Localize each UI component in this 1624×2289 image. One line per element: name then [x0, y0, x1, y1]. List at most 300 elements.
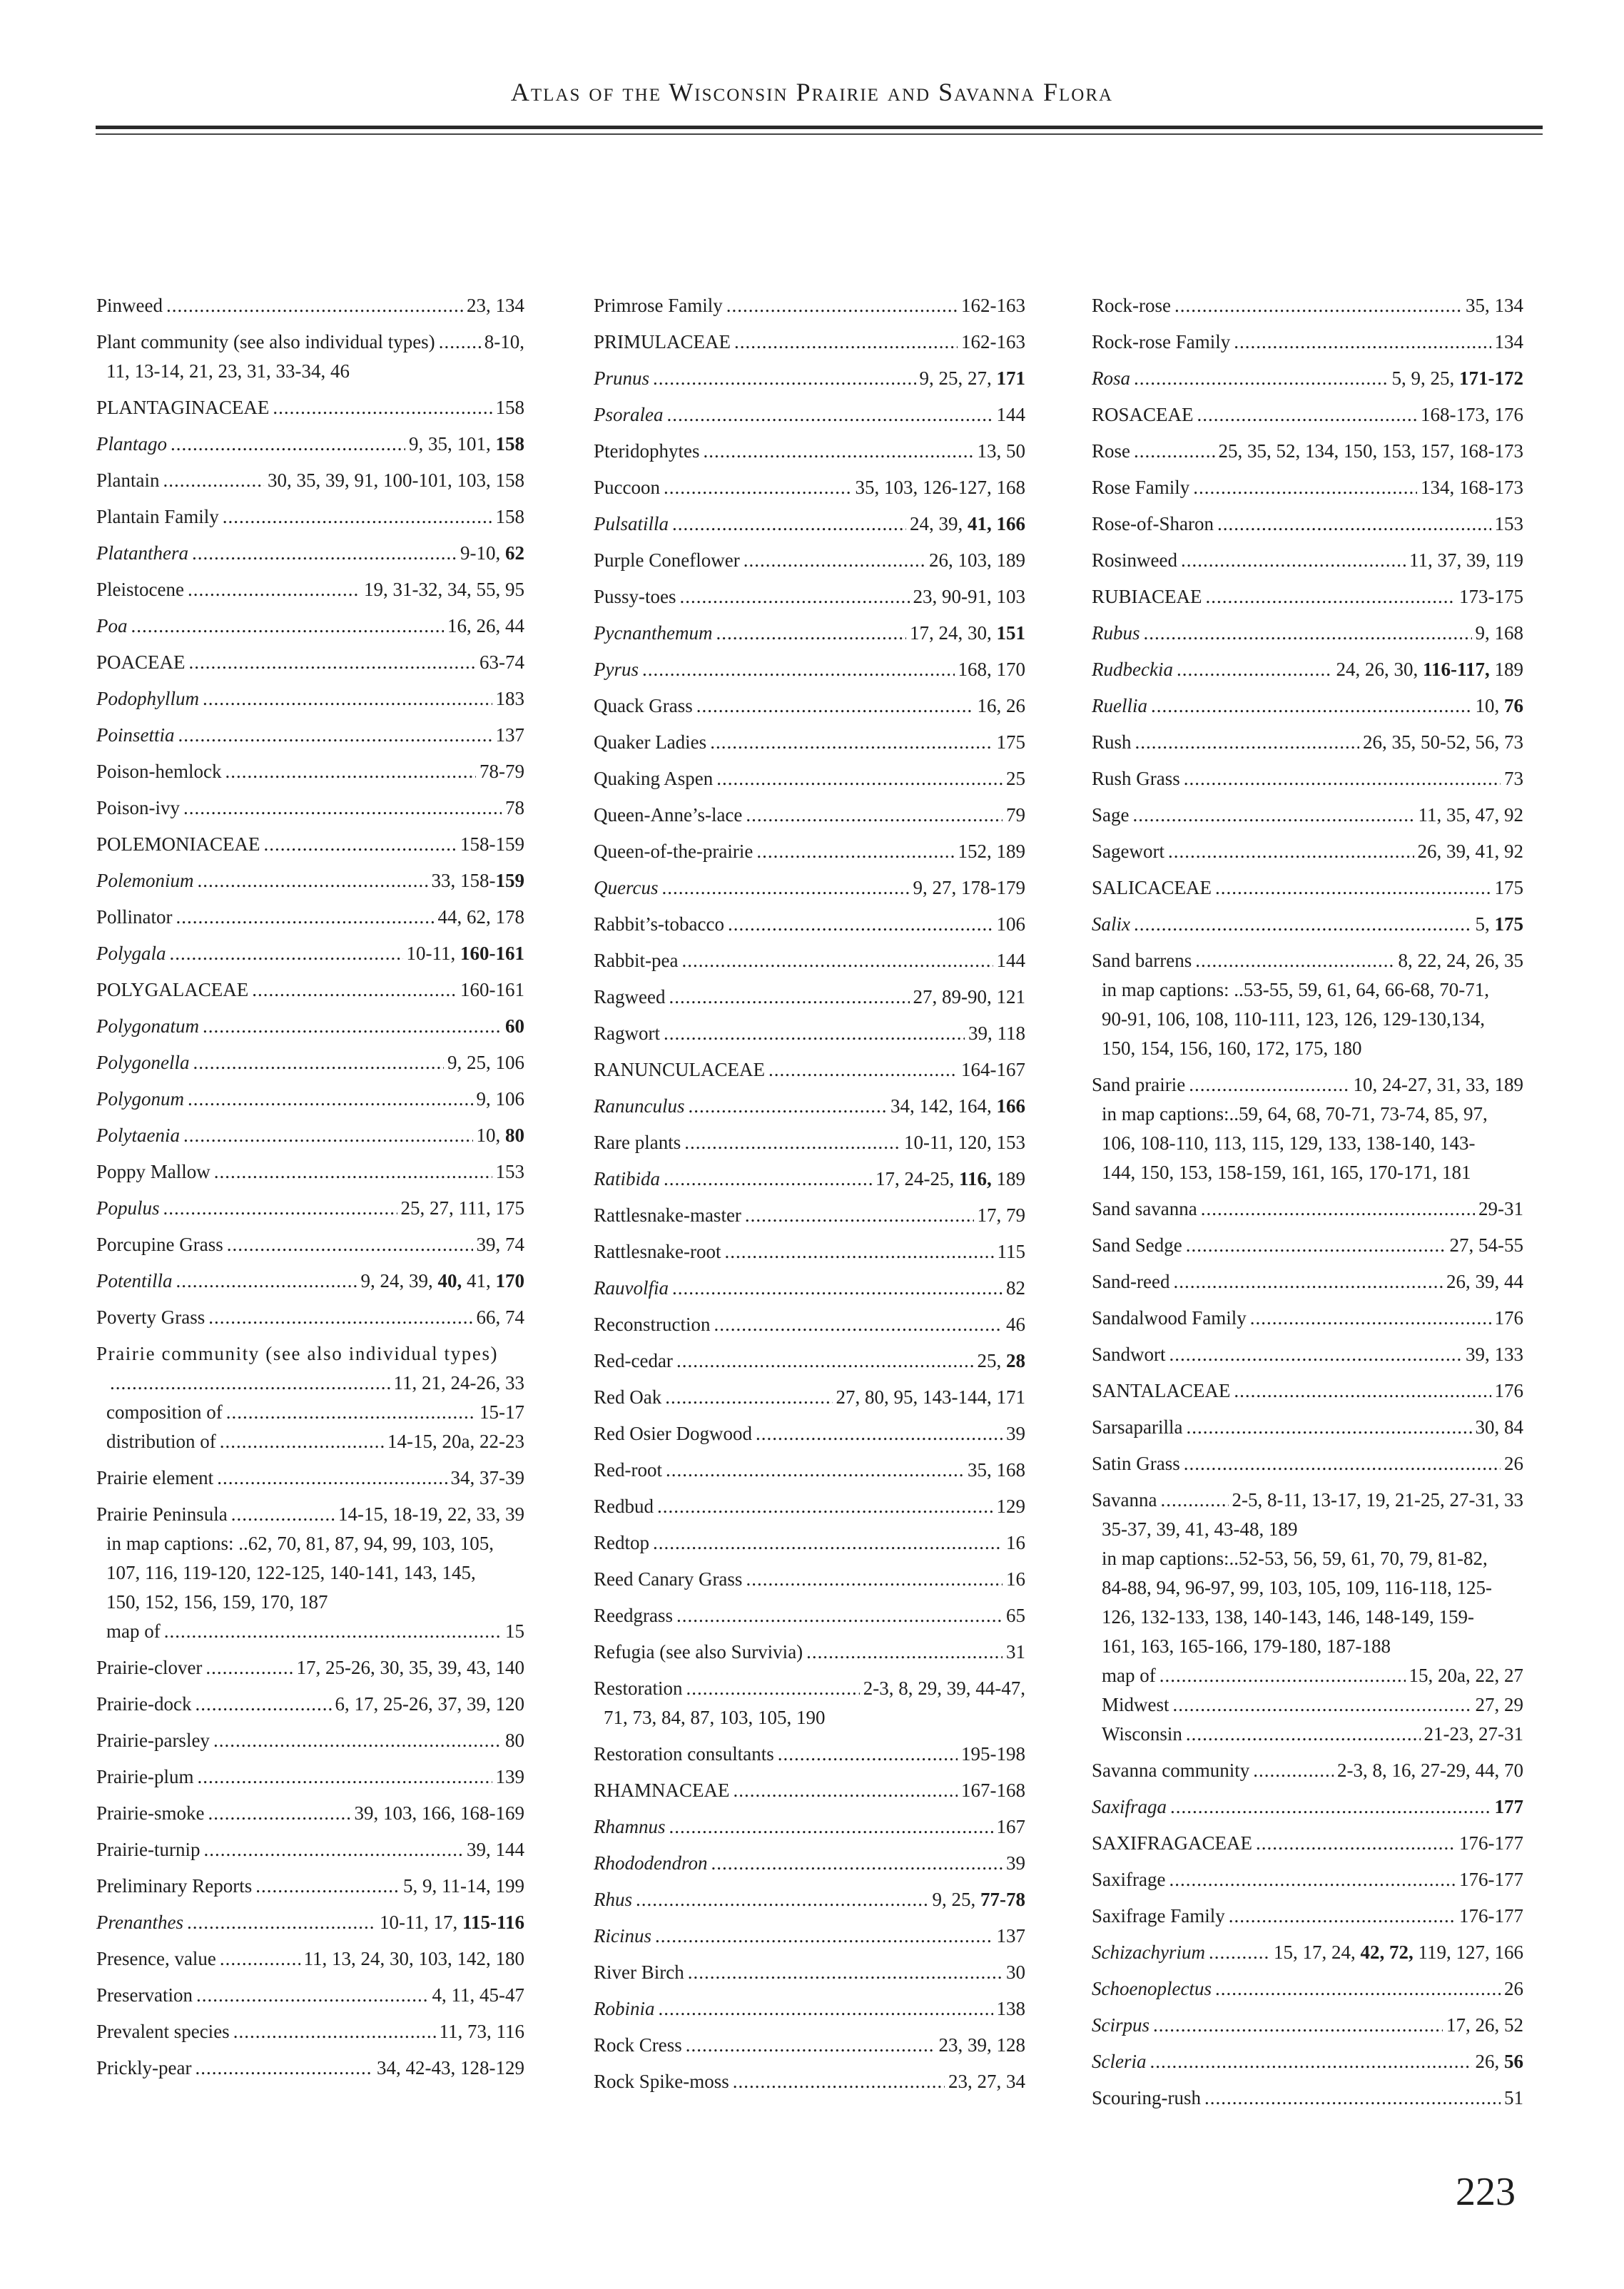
- dot-leader: [696, 691, 974, 721]
- dot-leader: [110, 1369, 390, 1398]
- dot-leader: [193, 1048, 444, 1077]
- index-entry: [96, 866, 524, 895]
- dot-leader: [1256, 1829, 1456, 1858]
- index-entry-term: composition of: [106, 1401, 223, 1423]
- dot-leader: [166, 291, 463, 320]
- index-entry: [96, 430, 524, 459]
- index-entry-term: Queen-of-the-prairie: [594, 841, 753, 862]
- index-entry: [594, 582, 1025, 611]
- index-entry: [594, 1274, 1025, 1303]
- index-entry-term: Sand prairie: [1092, 1074, 1186, 1095]
- index-entry-term: Rock-rose Family: [1092, 331, 1231, 352]
- index-entry-pages: [978, 1201, 1026, 1230]
- index-entry-pages: [479, 648, 524, 677]
- index-entry-row: [1092, 837, 1523, 866]
- index-entry-row: [594, 1565, 1025, 1594]
- index-entry-row: [1092, 728, 1523, 757]
- pages-text: 11, 13, 24, 30, 103, 142, 180: [303, 1948, 524, 1969]
- index-entry-pages: [961, 291, 1025, 320]
- pages-text: 176: [1494, 1380, 1523, 1401]
- index-entry-row: [594, 946, 1025, 975]
- pages-text: 134: [1494, 331, 1523, 352]
- dot-leader: [1193, 473, 1417, 502]
- index-subentry: [96, 1617, 524, 1646]
- index-entry-row: [1092, 1231, 1523, 1260]
- index-entry-row: [1092, 1865, 1523, 1894]
- index-entry-row: [1092, 1792, 1523, 1822]
- index-entry: [1092, 364, 1523, 393]
- index-entry-pages: [477, 1230, 525, 1259]
- pages-text: 17, 24, 30,: [910, 622, 997, 644]
- index-entry: [594, 728, 1025, 757]
- pages-text: 25: [1006, 768, 1025, 789]
- index-entry-term: Polytaenia: [96, 1125, 180, 1146]
- dot-leader: [666, 1456, 964, 1485]
- index-entry-row: [1092, 1267, 1523, 1296]
- index-entry-row: [594, 328, 1025, 357]
- index-entry-pages: [1495, 509, 1524, 539]
- index-entry-term: Sarsaparilla: [1092, 1416, 1183, 1438]
- index-entry-pages: [997, 1994, 1026, 2024]
- dot-leader: [195, 1690, 331, 1719]
- index-entry-term: Primrose Family: [594, 295, 723, 316]
- index-entry-pages: [1274, 1938, 1523, 1967]
- dot-leader: [744, 546, 925, 575]
- pages-text: 139: [495, 1766, 524, 1787]
- index-entry: [96, 575, 524, 604]
- index-entry-term: Plantain: [96, 470, 160, 491]
- dot-leader: [1215, 873, 1491, 903]
- pages-text: 129: [996, 1496, 1025, 1517]
- index-entry-term: Prairie-parsley: [96, 1730, 210, 1751]
- index-entry-pages: [460, 539, 524, 568]
- index-entry-term: Rosinweed: [1092, 549, 1177, 571]
- index-entry: [1092, 619, 1523, 648]
- index-entry-term: Ranunculus: [594, 1095, 685, 1117]
- index-entry-pages: [1476, 2047, 1524, 2076]
- index-column-3: [1092, 291, 1523, 2120]
- index-entry: [96, 1230, 524, 1259]
- index-entry-pages: [1459, 1902, 1523, 1931]
- index-entry-row: [594, 1310, 1025, 1339]
- index-entry-row: [96, 1500, 524, 1529]
- index-entry-term: Rose Family: [1092, 477, 1190, 498]
- header-rule-thick: [96, 126, 1543, 129]
- pages-text: 164-167: [961, 1059, 1025, 1080]
- index-entry: [1092, 1070, 1523, 1187]
- index-entry-pages: [460, 975, 524, 1005]
- index-entry-pages: [997, 1922, 1026, 1951]
- index-entry-pages: [1446, 1267, 1523, 1296]
- index-entry: [1092, 1902, 1523, 1931]
- dot-leader: [203, 1835, 463, 1864]
- pages-text: 144: [996, 404, 1025, 425]
- index-entry-row: [1092, 1376, 1523, 1406]
- pages-bold: 76: [1504, 695, 1523, 716]
- pages-bold: 115-116: [462, 1912, 524, 1933]
- index-entry-pages: [394, 1369, 525, 1398]
- dot-leader: [756, 1419, 1003, 1448]
- index-entry-pages: [505, 1617, 524, 1646]
- pages-text: 176-177: [1459, 1869, 1523, 1890]
- pages-text: 6, 17, 25-26, 37, 39, 120: [335, 1693, 524, 1715]
- index-entry-term: Ragwort: [594, 1022, 660, 1044]
- index-entry-row: [96, 1726, 524, 1755]
- dot-leader: [192, 539, 457, 568]
- pages-bold: 42, 72,: [1360, 1942, 1414, 1963]
- index-entry-row: [1092, 946, 1523, 975]
- index-entry: [594, 2031, 1025, 2060]
- index-entry-row: [594, 1456, 1025, 1485]
- dot-leader: [676, 1346, 974, 1376]
- index-entry-row: [96, 393, 524, 422]
- index-entry-row: [96, 1799, 524, 1828]
- index-entry: [1092, 1267, 1523, 1296]
- dot-leader: [203, 1012, 502, 1041]
- dot-leader: [1217, 509, 1491, 539]
- index-entry-term: Salix: [1092, 913, 1130, 935]
- dot-leader: [1177, 655, 1333, 684]
- index-entry-term: Rattlesnake-root: [594, 1241, 721, 1262]
- pages-text: 35, 103, 126-127, 168: [855, 477, 1025, 498]
- index-entry: [594, 437, 1025, 466]
- index-entry-row: [1092, 1486, 1523, 1515]
- index-entry-term: Robinia: [594, 1998, 655, 2019]
- index-entry: [96, 1944, 524, 1974]
- dot-leader: [1234, 1376, 1491, 1406]
- pages-text: 158: [495, 397, 524, 418]
- index-entry-row: [96, 575, 524, 604]
- index-entry: [96, 1463, 524, 1493]
- index-entry: [96, 1012, 524, 1041]
- dot-leader: [664, 1164, 872, 1194]
- pages-bold: 177: [1494, 1796, 1523, 1817]
- index-entry-term: Pycnanthemum: [594, 622, 713, 644]
- index-entry-pages: [304, 1944, 525, 1974]
- index-entry-term: Sand Sedge: [1092, 1234, 1182, 1256]
- dot-leader: [197, 1762, 492, 1792]
- index-entry-row: [1092, 1340, 1523, 1369]
- index-entry-row: [594, 1128, 1025, 1157]
- index-entry-term: Rare plants: [594, 1132, 681, 1153]
- index-entry-pages: [904, 1128, 1025, 1157]
- index-entry-row: [594, 1922, 1025, 1951]
- index-entry-term: Poverty Grass: [96, 1306, 205, 1328]
- index-entry: [1092, 509, 1523, 539]
- dot-leader: [1234, 328, 1491, 357]
- index-entry-pages: [1424, 1720, 1523, 1749]
- index-entry-pages: [438, 903, 525, 932]
- index-entry-term: Pteridophytes: [594, 440, 700, 462]
- index-entry-term: distribution of: [106, 1431, 216, 1452]
- dot-leader: [1132, 801, 1414, 830]
- index-entry-row: [594, 364, 1025, 393]
- pages-text: 30, 84: [1475, 1416, 1523, 1438]
- index-entry: [594, 801, 1025, 830]
- dot-leader: [1169, 1865, 1456, 1894]
- index-entry-term: Reedgrass: [594, 1605, 673, 1626]
- index-entry-row: [594, 509, 1025, 539]
- index-entry-row: [1092, 1902, 1523, 1931]
- index-entry-term: map of: [1102, 1665, 1156, 1686]
- pages-text: 11, 37, 39, 119: [1409, 549, 1523, 571]
- index-entry: [1092, 2047, 1523, 2076]
- dot-leader: [208, 1799, 350, 1828]
- index-entry-term: Prenanthes: [96, 1912, 183, 1933]
- index-entry-pages: [1006, 1274, 1025, 1303]
- dot-leader: [724, 1237, 993, 1267]
- index-entry-term: Poppy Mallow: [96, 1161, 210, 1182]
- pages-text: 167: [996, 1816, 1025, 1837]
- index-entry-row: [96, 1944, 524, 1974]
- index-entry-pages: [1421, 473, 1523, 502]
- index-entry-term: Prunus: [594, 367, 650, 389]
- index-entry: [96, 793, 524, 823]
- dot-leader: [1250, 1304, 1491, 1333]
- dot-leader: [746, 1565, 1003, 1594]
- index-entry-continuation: 144, 150, 153, 158-159, 161, 165, 170-171, 181: [1102, 1162, 1471, 1183]
- dot-leader: [716, 764, 1003, 793]
- dot-leader: [669, 983, 909, 1012]
- index-entry-term: Platanthera: [96, 542, 188, 564]
- index-entry-term: Polygonella: [96, 1052, 190, 1073]
- index-entry-pages: [863, 1674, 1025, 1703]
- dot-leader: [676, 1601, 1003, 1630]
- index-entry: [96, 1194, 524, 1223]
- index-entry-pages: [933, 1885, 1026, 1914]
- index-entry-term: Poison-hemlock: [96, 761, 222, 782]
- index-subentry: [96, 1427, 524, 1456]
- pages-text: 19, 31-32, 34, 55, 95: [364, 579, 524, 600]
- index-entry-row: [96, 1303, 524, 1332]
- index-entry: [96, 1085, 524, 1114]
- index-entry-row: [96, 1981, 524, 2010]
- index-entry-pages: [505, 793, 524, 823]
- index-entry-pages: [297, 1653, 525, 1683]
- index-entry-row: [96, 975, 524, 1005]
- dot-leader: [163, 466, 265, 495]
- pages-bold: 116-117,: [1422, 659, 1490, 680]
- index-entry: [594, 473, 1025, 502]
- dot-leader: [171, 430, 405, 459]
- dot-leader: [1150, 2047, 1471, 2076]
- index-entry-term: ROSACEAE: [1092, 404, 1194, 425]
- index-entry-term: Psoralea: [594, 404, 664, 425]
- pages-text: 35, 168: [968, 1459, 1025, 1481]
- index-entry-term: POLEMONIACEAE: [96, 833, 260, 855]
- index-entry-row: [594, 1601, 1025, 1630]
- index-entry-row: [96, 1267, 524, 1296]
- index-entry-pages: [913, 983, 1026, 1012]
- pages-text: 10, 24-27, 31, 33, 189: [1353, 1074, 1523, 1095]
- index-entry-pages: [1504, 2084, 1523, 2113]
- index-entry-pages: [1495, 1304, 1524, 1333]
- index-entry-row: [594, 473, 1025, 502]
- index-entry-continuation: 161, 163, 165-166, 179-180, 187-188: [1102, 1635, 1391, 1657]
- pages-text: 78-79: [479, 761, 524, 782]
- pages-text: 160-161: [460, 979, 524, 1000]
- pages-text: 39, 103, 166, 168-169: [354, 1802, 524, 1824]
- index-entry: [1092, 546, 1523, 575]
- index-entry-row: [594, 873, 1025, 903]
- index-entry: [96, 1339, 524, 1456]
- index-entry-term: Savanna community: [1092, 1760, 1250, 1781]
- index-entry-row: [96, 1463, 524, 1493]
- index-entry-pages: [403, 1872, 524, 1901]
- index-entry: [594, 691, 1025, 721]
- index-entry-pages: [1006, 801, 1025, 830]
- dot-leader: [203, 684, 492, 714]
- dot-leader: [178, 721, 492, 750]
- index-entry: [96, 1981, 524, 2010]
- index-entry-pages: [1476, 910, 1524, 939]
- index-entry-term: Prairie-turnip: [96, 1839, 201, 1860]
- index-entry-term: Pollinator: [96, 906, 173, 928]
- pages-text: 39, 118: [968, 1022, 1025, 1044]
- dot-leader: [188, 575, 360, 604]
- dot-leader: [1189, 1070, 1349, 1100]
- index-entry-row: [1092, 873, 1523, 903]
- pages-text: 23, 27, 34: [948, 2071, 1025, 2092]
- index-entry-continuation: 11, 13-14, 21, 23, 31, 33-34, 46: [106, 360, 350, 382]
- index-entry: [96, 648, 524, 677]
- index-entry-pages: [1006, 1958, 1025, 1987]
- dot-leader: [188, 1085, 473, 1114]
- index-entry-term: Rabbit-pea: [594, 950, 679, 971]
- index-entry-term: Rhamnus: [594, 1816, 666, 1837]
- index-entry-continuation: 35-37, 39, 41, 43-48, 189: [1102, 1518, 1298, 1540]
- index-entry: [1092, 1304, 1523, 1333]
- pages-text: 65: [1006, 1605, 1025, 1626]
- index-entry-term: Rabbit’s-tobacco: [594, 913, 724, 935]
- index-entry-term: RHAMNACEAE: [594, 1780, 730, 1801]
- index-entry-pages: [997, 1812, 1026, 1842]
- pages-text: 176-177: [1459, 1905, 1523, 1927]
- index-entry: [96, 1500, 524, 1646]
- index-entry-row: [594, 582, 1025, 611]
- index-entry-pages: [978, 691, 1026, 721]
- dot-leader: [220, 1427, 384, 1456]
- index-entry-term: Pyrus: [594, 659, 639, 680]
- dot-leader: [1229, 1902, 1456, 1931]
- index-entry-pages: [1421, 400, 1523, 430]
- index-entry: [594, 291, 1025, 320]
- index-entry-row: [96, 466, 524, 495]
- pages-bold: 77-78: [980, 1889, 1025, 1910]
- index-entry-row: [1092, 437, 1523, 466]
- index-entry-term: Sandwort: [1092, 1344, 1166, 1365]
- pages-text: 10-11, 120, 153: [904, 1132, 1025, 1153]
- pages-bold: 171-172: [1459, 367, 1523, 389]
- pages-text: 26,: [1475, 2051, 1504, 2072]
- index-entry-pages: [997, 400, 1026, 430]
- index-entry-continuation: [96, 1369, 524, 1398]
- index-entry-pages: [496, 1157, 525, 1187]
- index-entry-continuation: 106, 108-110, 113, 115, 129, 133, 138-140, 143-: [1102, 1132, 1476, 1154]
- pages-text: 34, 142, 164,: [890, 1095, 997, 1117]
- index-entry-pages: [1495, 328, 1524, 357]
- pages-bold: 40,: [437, 1270, 462, 1291]
- index-entry: [96, 1908, 524, 1937]
- pages-text: 21-23, 27-31: [1423, 1723, 1523, 1745]
- dot-leader: [439, 328, 481, 357]
- dot-leader: [689, 1092, 888, 1121]
- index-entry-pages: [467, 291, 524, 320]
- dot-leader: [264, 830, 457, 859]
- pages-text: 14-15, 18-19, 22, 33, 39: [338, 1503, 524, 1525]
- index-entry-row: [1092, 2011, 1523, 2040]
- index-entry-pages: [1006, 1419, 1025, 1448]
- index-entry-term: Red Oak: [594, 1386, 662, 1408]
- index-entry-row: [96, 793, 524, 823]
- dot-leader: [255, 1872, 400, 1901]
- index-entry-term: Satin Grass: [1092, 1453, 1180, 1474]
- dot-leader: [665, 1383, 832, 1412]
- index-entry-row: [594, 1201, 1025, 1230]
- index-entry: [96, 611, 524, 641]
- pages-text: 10-11, 17,: [379, 1912, 462, 1933]
- index-entry-pages: [978, 437, 1026, 466]
- index-entry-row: [96, 539, 524, 568]
- index-entry-term: Rudbeckia: [1092, 659, 1173, 680]
- dot-leader: [1170, 1792, 1491, 1822]
- index-entry-row: [594, 1740, 1025, 1769]
- index-entry-term: Reed Canary Grass: [594, 1568, 743, 1590]
- index-entry: [96, 1799, 524, 1828]
- dot-leader: [131, 611, 445, 641]
- dot-leader: [686, 2031, 935, 2060]
- pages-text: 173-175: [1459, 586, 1523, 607]
- index-entry-row: [1092, 1304, 1523, 1333]
- index-entry: [1092, 1340, 1523, 1369]
- pages-bold: 159: [495, 870, 524, 891]
- index-entry: [1092, 764, 1523, 793]
- pages-text: 162-163: [961, 295, 1025, 316]
- index-entry-pages: [496, 393, 525, 422]
- index-entry-term: Rubus: [1092, 622, 1140, 644]
- pages-text: 189: [991, 1168, 1025, 1189]
- index-entry-term: Red-root: [594, 1459, 662, 1481]
- index-entry-continuation: 150, 154, 156, 160, 172, 175, 180: [1102, 1037, 1362, 1059]
- index-entry-row: [594, 1055, 1025, 1085]
- dot-leader: [669, 1812, 993, 1842]
- index-entry: [1092, 2011, 1523, 2040]
- index-entry-pages: [1476, 691, 1524, 721]
- index-entry-term: SANTALACEAE: [1092, 1380, 1231, 1401]
- index-entry: [594, 1776, 1025, 1805]
- index-entry: [1092, 801, 1523, 830]
- index-entry-row: [96, 328, 524, 357]
- index-entry: [1092, 1449, 1523, 1478]
- pages-text: 41,: [462, 1270, 496, 1291]
- dot-leader: [728, 910, 993, 939]
- pages-text: 17, 24-25,: [875, 1168, 959, 1189]
- index-entry-row: [1092, 1938, 1523, 1967]
- dot-leader: [197, 866, 427, 895]
- dot-leader: [225, 757, 477, 786]
- pages-text: 16, 26: [977, 695, 1025, 716]
- index-entry: [1092, 655, 1523, 684]
- index-entry-pages: [856, 473, 1026, 502]
- index-entry-pages: [361, 1267, 525, 1296]
- pages-bold: 171: [996, 367, 1025, 389]
- index-subentry: [1092, 1690, 1523, 1720]
- index-entry-row: [594, 2067, 1025, 2096]
- index-entry-row: [1092, 328, 1523, 357]
- index-entry-row: [96, 611, 524, 641]
- index-entry: [96, 975, 524, 1005]
- index-entry-term: Poa: [96, 615, 128, 636]
